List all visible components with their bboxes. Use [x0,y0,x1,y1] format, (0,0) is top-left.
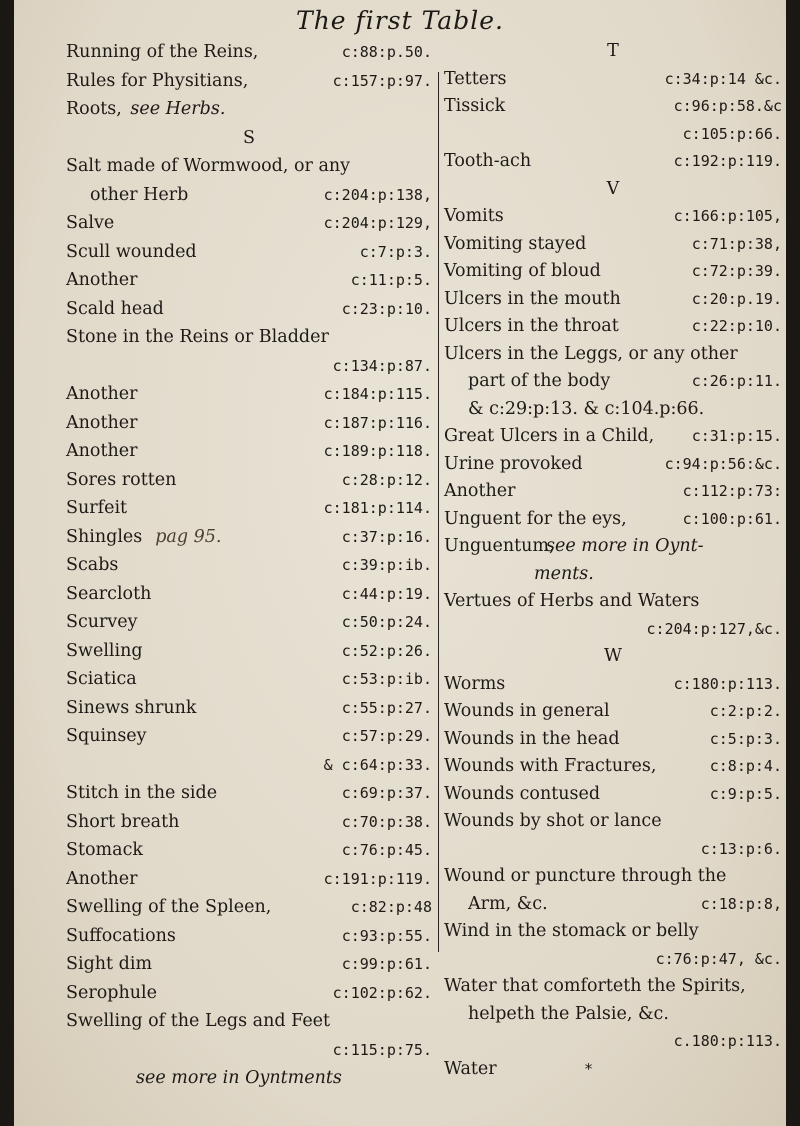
chapter-page-reference: c:22:p:10. [691,317,782,335]
entry-topic: Suffocations [66,925,176,946]
entry-topic: Another [66,412,138,433]
index-entry [444,1028,782,1056]
index-entry [444,1001,782,1029]
chapter-page-reference: c:115:p:75. [332,1040,432,1059]
chapter-page-reference: c:105:p:66. [682,124,782,143]
index-entry [444,203,782,231]
chapter-page-reference: c:76:p:45. [341,841,432,859]
chapter-page-reference: c:102:p:62. [332,983,432,1002]
chapter-page-reference: c:39:p:ib. [341,556,432,574]
index-entry [66,893,432,922]
chapter-page-reference: c:88:p.50. [341,43,432,61]
index-entry [444,836,782,864]
index-entry [444,258,782,286]
chapter-page-reference: c:72:p:39. [691,262,782,280]
chapter-page-reference: c:99:p:61. [341,955,432,973]
index-entry [66,836,432,865]
catchword-mark: * [584,1059,594,1078]
chapter-page-reference: c:37:p:16. [341,527,432,546]
entry-topic: Wounds in the head [444,728,620,749]
index-entry [66,209,432,238]
chapter-page-reference: c:93:p:55. [341,926,432,945]
index-entry [444,973,782,1001]
chapter-page-reference: c:5:p:3. [709,729,782,748]
entry-topic: Running of the Reins, [66,42,259,62]
index-entry [66,95,432,124]
index-entry [66,323,432,352]
index-entry [66,152,432,181]
index-entry [66,380,432,409]
index-entry [66,637,432,666]
chapter-page-reference: c:76:p:47, &c. [655,949,782,968]
entry-topic: helpeth the Palsie, &c. [468,1003,669,1024]
entry-topic: Surfeit [66,498,128,518]
entry-topic: Scabs [66,555,119,575]
index-entry [444,176,782,204]
chapter-page-reference: c:26:p:11. [691,372,782,390]
chapter-page-reference: c:100:p:61. [682,509,782,528]
entry-topic: Stomack [66,840,143,860]
section-letter: V [606,178,620,199]
index-entry [444,313,782,341]
entry-topic: Vertues of Herbs and Waters [444,591,700,611]
entry-topic: Ulcers in the throat [444,316,619,336]
chapter-page-reference: c:112:p:73: [682,482,782,500]
index-entry [444,946,782,974]
entry-topic: Sciatica [66,669,137,689]
index-entry [66,266,432,295]
chapter-page-reference: c:204:p:127,&c. [646,619,782,638]
entry-topic: Wound or puncture through the [444,866,727,886]
chapter-page-reference: c:9:p:5. [709,784,782,803]
index-entry [66,352,432,381]
index-entry [444,286,782,314]
entry-topic: Worms [444,673,506,694]
index-entry [444,148,782,176]
entry-topic: Roots, [66,99,122,119]
index-entry [444,38,782,66]
index-entry [66,979,432,1008]
entry-topic: Vomits [444,206,504,226]
index-entry [66,865,432,894]
index-entry [444,506,782,534]
index-entry [66,580,432,609]
entry-topic: Sores rotten [66,469,177,490]
entry-topic: Searcloth [66,583,152,604]
index-entry [444,781,782,809]
index-entry [444,1056,782,1084]
section-letter: W [604,646,622,666]
index-entry [66,751,432,780]
entry-topic: Water that comforteth the Spirits, [444,976,746,996]
index-entry [444,808,782,836]
index-entry [66,238,432,267]
entry-topic: Ulcers in the mouth [444,288,621,309]
chapter-page-reference: c:192:p:119. [673,152,782,170]
index-entry [66,1007,432,1036]
entry-topic: Salve [66,213,115,233]
index-entry [66,922,432,951]
entry-topic: Sinews shrunk [66,697,197,718]
entry-topic: Sight dim [66,954,153,974]
index-entry [66,67,432,96]
entry-topic: part of the body [468,371,611,391]
chapter-page-reference: c:191:p:119. [323,869,432,888]
entry-topic: Wounds contused [444,783,601,804]
entry-topic: & c:29:p:13. & c:104.p:66. [468,398,705,419]
entry-topic: Wounds by shot or lance [444,811,662,831]
entry-topic: Tissick [444,96,506,116]
index-entry [444,533,782,561]
chapter-page-reference: & c:64:p:33. [323,755,432,774]
index-entry [66,950,432,979]
entry-topic: Great Ulcers in a Child, [444,426,655,446]
entry-topic: Tetters [444,68,507,89]
entry-topic: Scald head [66,298,164,319]
index-entry [66,494,432,523]
index-entry [444,423,782,451]
chapter-page-reference: c:23:p:10. [341,299,432,318]
entry-topic: Vomiting stayed [444,233,587,254]
entry-topic: Another [66,441,138,461]
index-entry [444,918,782,946]
chapter-page-reference: c:8:p:4. [709,757,782,775]
entry-topic: Swelling of the Spleen, [66,897,272,917]
chapter-page-reference: c:134:p:87. [332,356,432,375]
index-entry [66,38,432,67]
right-column [444,38,782,1083]
entry-topic: Scurvey [66,612,138,632]
entry-topic: Vomiting of bloud [444,261,601,281]
index-entry [444,726,782,754]
chapter-page-reference: c:50:p:24. [341,613,432,631]
cross-reference-note: see more in Oyntments [136,1068,342,1088]
index-entry [66,523,432,552]
chapter-page-reference: c:204:p:129, [323,214,432,232]
entry-topic: Swelling of the Legs and Feet [66,1011,331,1031]
index-entry [66,124,432,153]
book-page [14,0,786,1126]
index-entry [444,753,782,781]
chapter-page-reference: c:52:p:26. [341,641,432,660]
index-entry [444,561,782,589]
index-entry [66,779,432,808]
chapter-page-reference: c:44:p:19. [341,584,432,603]
chapter-page-reference: c:31:p:15. [691,427,782,445]
index-entry [66,551,432,580]
index-entry [444,478,782,506]
entry-topic: Another [444,481,516,501]
chapter-page-reference: c:94:p:56:&c. [664,454,782,473]
chapter-page-reference: c:204:p:138, [323,185,432,204]
chapter-page-reference: c:180:p:113. [673,674,782,693]
chapter-page-reference: c:71:p:38, [691,234,782,253]
entry-topic: Wounds with Fractures, [444,756,657,776]
index-entry [444,368,782,396]
chapter-page-reference: c:53:p:ib. [341,670,432,688]
index-entry [444,121,782,149]
chapter-page-reference: c:11:p:5. [350,271,432,289]
chapter-page-reference: c:184:p:115. [323,385,432,403]
entry-topic: Swelling [66,640,143,661]
entry-topic: Shingles [66,526,143,547]
cross-reference-note: ments. [534,563,594,584]
handwritten-note: pag 95. [155,526,222,547]
index-entry [66,694,432,723]
index-entry [66,808,432,837]
index-entry [444,698,782,726]
entry-topic: Ulcers in the Leggs, or any other [444,343,738,364]
chapter-page-reference: c:28:p:12. [341,470,432,489]
index-entry [444,643,782,671]
entry-topic: Serophule [66,982,157,1003]
page-title: The first Table. [296,6,504,35]
index-entry [66,1064,432,1093]
entry-topic: Water [444,1058,497,1079]
chapter-page-reference: c:70:p:38. [341,812,432,831]
entry-topic: Another [66,270,138,290]
entry-topic: Unguent for the eys, [444,508,627,529]
section-letter: T [607,41,619,61]
chapter-page-reference: c:82:p:48 [350,898,432,916]
cross-reference-note: see more in Oynt- [546,536,704,556]
index-entry [66,722,432,751]
entry-topic: Wounds in general [444,701,610,721]
index-entry [444,451,782,479]
chapter-page-reference: c:13:p:6. [700,839,782,858]
chapter-page-reference: c:96:p:58.&c [673,97,782,115]
chapter-page-reference: c:2:p:2. [709,702,782,720]
entry-topic: other Herb [90,184,189,205]
index-entry [66,409,432,438]
index-entry [444,863,782,891]
entry-topic: Another [66,384,138,404]
entry-topic: Another [66,868,138,889]
entry-topic: Squinsey [66,726,147,746]
chapter-page-reference: c.180:p:113. [673,1032,782,1050]
chapter-page-reference: c:189:p:118. [323,442,432,460]
entry-topic: Wind in the stomack or belly [444,921,699,941]
chapter-page-reference: c:18:p:8, [700,894,782,913]
entry-topic: Urine provoked [444,453,583,474]
chapter-page-reference: c:7:p:3. [359,242,432,261]
entry-topic: Stitch in the side [66,783,218,803]
entry-topic: Short breath [66,811,180,832]
index-entry [444,93,782,121]
chapter-page-reference: c:181:p:114. [323,499,432,517]
entry-topic: Rules for Physitians, [66,70,249,91]
index-entry [66,608,432,637]
index-entry [444,671,782,699]
index-entry [66,1036,432,1065]
entry-topic: Scull wounded [66,241,197,262]
entry-topic: Arm, &c. [468,893,548,914]
chapter-page-reference: c:69:p:37. [341,784,432,802]
chapter-page-reference: c:166:p:105, [673,207,782,225]
index-entry [444,66,782,94]
index-entry [444,891,782,919]
cross-reference-note: see Herbs. [130,99,226,119]
index-entry [444,396,782,424]
column-divider [438,72,439,952]
index-entry [66,295,432,324]
chapter-page-reference: c:57:p:29. [341,727,432,745]
index-entry [66,181,432,210]
index-entry [66,665,432,694]
section-letter: S [243,127,255,148]
chapter-page-reference: c:157:p:97. [332,71,432,90]
index-entry [444,341,782,369]
index-entry [66,466,432,495]
chapter-page-reference: c:20:p.19. [691,289,782,308]
index-entry [66,437,432,466]
entry-topic: Tooth-ach [444,151,532,171]
entry-topic: Stone in the Reins or Bladder [66,327,329,347]
index-entry [444,588,782,616]
left-column [66,38,432,1093]
index-entry [444,231,782,259]
chapter-page-reference: c:55:p:27. [341,698,432,717]
entry-topic: Unguentum, [444,536,555,556]
index-entry [444,616,782,644]
chapter-page-reference: c:34:p:14 &c. [664,69,782,88]
chapter-page-reference: c:187:p:116. [323,413,432,432]
entry-topic: Salt made of Wormwood, or any [66,156,351,176]
